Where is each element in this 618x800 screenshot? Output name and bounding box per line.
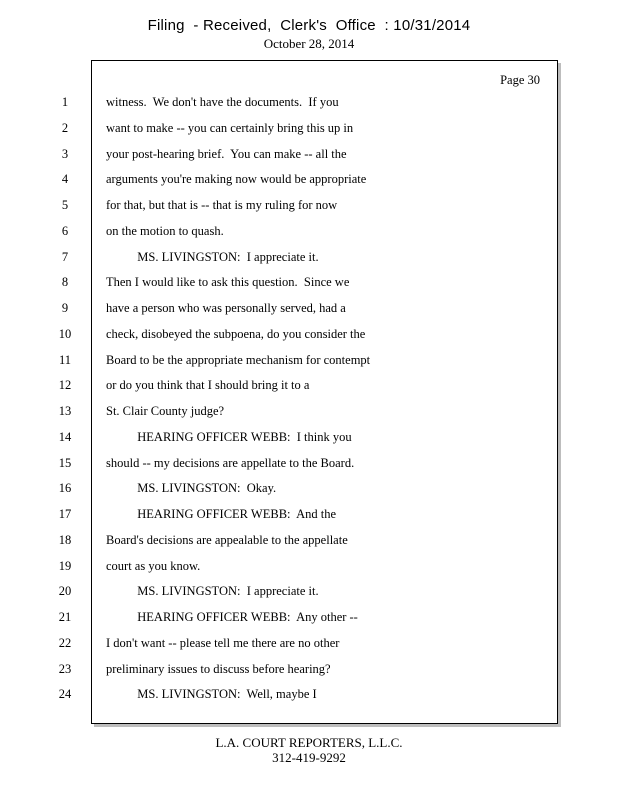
line-number: 11 <box>58 353 72 367</box>
line-number: 7 <box>61 250 69 264</box>
line-number: 20 <box>58 584 72 598</box>
line-number: 4 <box>61 172 69 186</box>
transcript-line: preliminary issues to discuss before hearing? <box>106 662 331 676</box>
transcript-line: Board to be the appropriate mechanism for contempt <box>106 353 371 367</box>
line-number: 8 <box>61 275 69 289</box>
transcript-line: MS. LIVINGSTON: I appreciate it. <box>106 584 319 598</box>
line-number: 22 <box>58 636 72 650</box>
transcript-line: have a person who was personally served, had a <box>106 301 346 315</box>
line-number: 23 <box>58 662 72 676</box>
transcript-line: HEARING OFFICER WEBB: And the <box>106 507 336 521</box>
line-number: 24 <box>58 687 72 701</box>
transcript-line: on the motion to quash. <box>106 224 224 238</box>
line-number: 19 <box>58 559 72 573</box>
transcript-line: HEARING OFFICER WEBB: Any other -- <box>106 610 358 624</box>
transcript-line: Then I would like to ask this question. Since we <box>106 275 350 289</box>
line-number: 18 <box>58 533 72 547</box>
line-number: 6 <box>61 224 69 238</box>
transcript-line: for that, but that is -- that is my ruling for now <box>106 198 338 212</box>
line-number: 9 <box>61 301 69 315</box>
line-number: 17 <box>58 507 72 521</box>
transcript-line: your post-hearing brief. You can make -- all the <box>106 147 347 161</box>
line-number: 5 <box>61 198 69 212</box>
page-number: Page 30 <box>500 73 540 87</box>
transcript-line: MS. LIVINGSTON: Okay. <box>106 481 277 495</box>
transcript-line: should -- my decisions are appellate to the Board. <box>106 456 355 470</box>
filing-stamp: Filing - Received, Clerk's Office : 10/31/2014 <box>147 17 471 34</box>
transcript-line: I don't want -- please tell me there are no other <box>106 636 340 650</box>
transcript-line: MS. LIVINGSTON: Well, maybe I <box>106 687 317 701</box>
footer-phone: 312-419-9292 <box>272 750 346 765</box>
transcript-line: check, disobeyed the subpoena, do you consider the <box>106 327 366 341</box>
line-number: 2 <box>61 121 69 135</box>
transcript-line: want to make -- you can certainly bring this up in <box>106 121 354 135</box>
line-number: 16 <box>58 481 72 495</box>
transcript-line: St. Clair County judge? <box>106 404 225 418</box>
line-number: 1 <box>61 95 69 109</box>
line-number: 15 <box>58 456 72 470</box>
line-number: 10 <box>58 327 72 341</box>
document-date: October 28, 2014 <box>263 36 355 51</box>
transcript-line: HEARING OFFICER WEBB: I think you <box>106 430 352 444</box>
transcript-line: or do you think that I should bring it to a <box>106 378 310 392</box>
transcript-line: MS. LIVINGSTON: I appreciate it. <box>106 250 319 264</box>
line-number: 3 <box>61 147 69 161</box>
line-number: 14 <box>58 430 72 444</box>
transcript-line: court as you know. <box>106 559 201 573</box>
transcript-line: Board's decisions are appealable to the appellate <box>106 533 348 547</box>
line-number: 13 <box>58 404 72 418</box>
line-number: 12 <box>58 378 72 392</box>
line-number: 21 <box>58 610 72 624</box>
footer-company: L.A. COURT REPORTERS, L.L.C. <box>215 735 403 750</box>
transcript-line: witness. We don't have the documents. If you <box>106 95 339 109</box>
transcript-line: arguments you're making now would be appropriate <box>106 172 367 186</box>
